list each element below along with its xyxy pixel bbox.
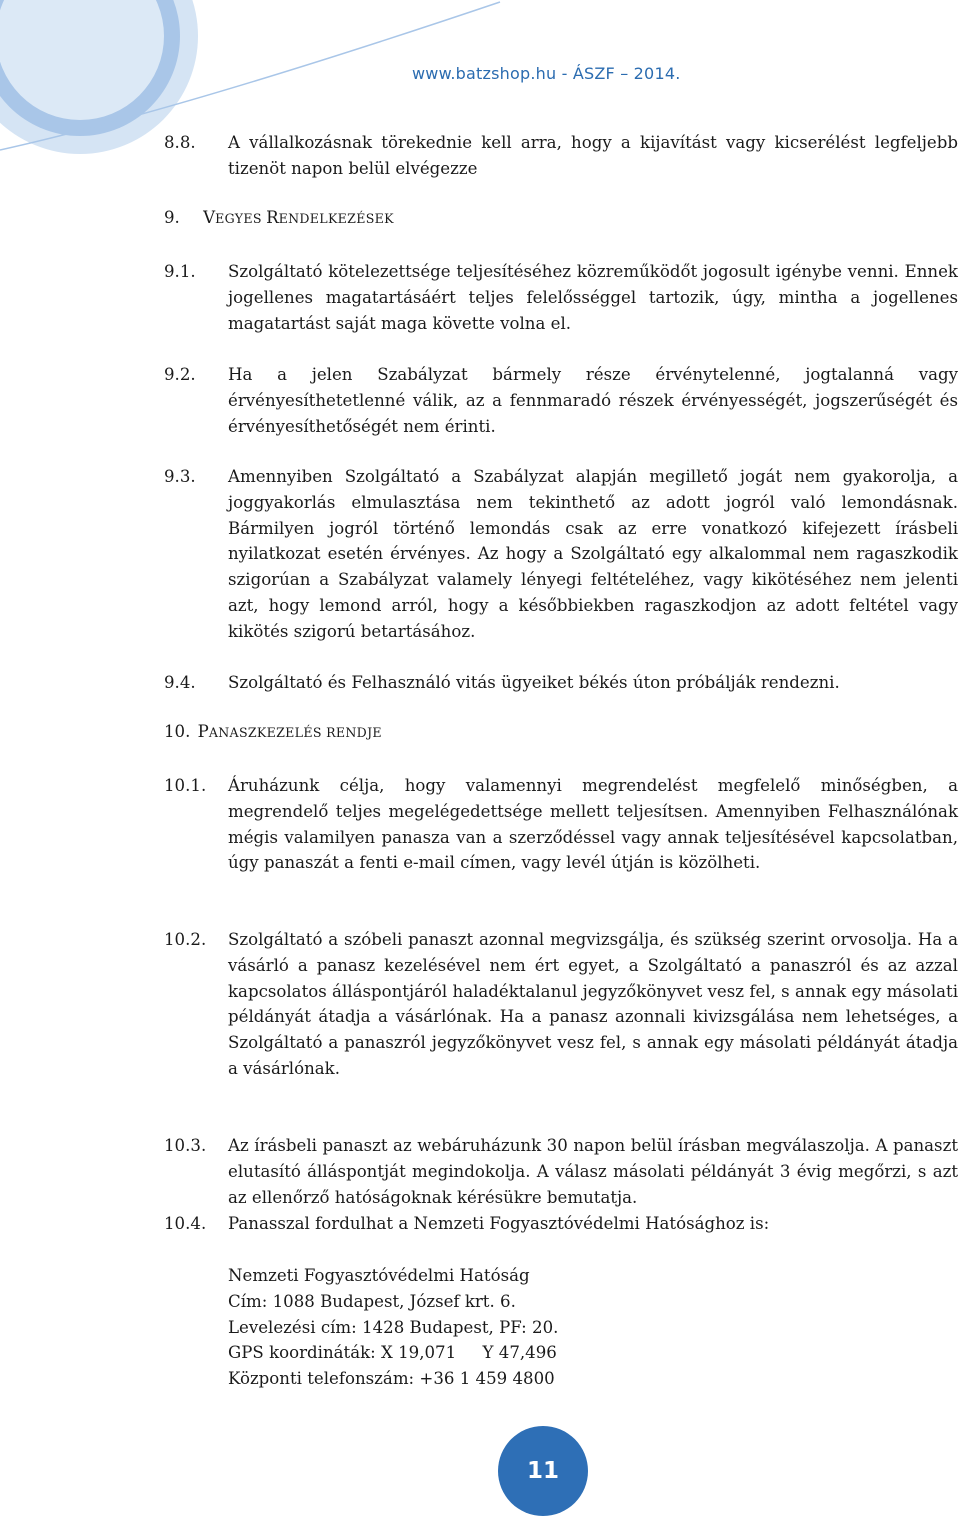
section-number: 10.1. [164, 776, 207, 795]
contact-line: Levelezési cím: 1428 Budapest, PF: 20. [228, 1317, 559, 1337]
heading-smallcaps: ANASZKEZELÉS [208, 725, 327, 740]
header-link[interactable]: www.batzshop.hu - ÁSZF – 2014. [412, 64, 681, 83]
heading-cap: P [197, 722, 209, 741]
page-number-badge [498, 1426, 588, 1516]
heading-cap: R [266, 208, 279, 227]
contact-line: Cím: 1088 Budapest, József krt. 6. [228, 1291, 516, 1311]
heading-10 [164, 722, 382, 741]
heading-number: 10. [164, 722, 191, 741]
section-number: 10.4. [164, 1214, 207, 1233]
section-text: Szolgáltató kötelezettsége teljesítéséhez közreműködőt jogosult igénybe venni. Ennek jogellenes magatartásáért teljes felelősséggel tartozik, úgy, mintha a jogellenes magatartást saját maga követte volna el. [228, 262, 958, 333]
section-text: Amennyiben Szolgáltató a Szabályzat alapján megillető jogát nem gyakorolja, a joggyakorlás elmulasztása nem tekinthető az adott jogról való lemondásnak. Bármilyen jogról történő lemondás csak az erre vonatkozó kifejezett írásbeli nyilatkozat esetén érvényes. Az hogy a Szolgáltató egy alkalommal nem ragaszkodik szigorúan a Szabályzat valamely lényegi feltételéhez, vagy kikötéséhez nem jelenti azt, hogy lemond arról, hogy a későbbiekben ragaszkodjon az adott feltétel vagy kikötés szigorú betartásához. [228, 467, 958, 641]
contact-block [228, 1263, 558, 1392]
section-number: 10.2. [164, 930, 207, 949]
contact-line: GPS koordináták: X 19,071 Y 47,496 [228, 1343, 557, 1363]
heading-number: 9. [164, 208, 180, 227]
section-number: 9.4. [164, 673, 196, 692]
page-number: 11 [526, 1458, 559, 1484]
section-text: Szolgáltató és Felhasználó vitás ügyeiket békés úton próbálják rendezni. [228, 673, 840, 692]
contact-line: Központi telefonszám: +36 1 459 4800 [228, 1369, 555, 1389]
heading-smallcaps: EGYES [215, 211, 267, 226]
heading-cap: V [203, 208, 216, 227]
contact-line: Nemzeti Fogyasztóvédelmi Hatóság [228, 1266, 530, 1285]
section-text: Szolgáltató a szóbeli panaszt azonnal megvizsgálja, és szükség szerint orvosolja. Ha a vásárló a panasz kezelésével nem ért egyet, a Szolgáltató a panaszról és az azzal kapcsolatos álláspontjáról haladéktalanul jegyzőkönyvet vesz fel, s annak egy másolati példányát átadja a vásárlónak. Ha a panasz azonnali kivizsgálása nem lehetséges, a Szolgáltató a panaszról jegyzőkönyvet vesz fel, s annak egy másolati példányát átadja a vásárlónak. [228, 930, 958, 1078]
section-number: 8.8. [164, 133, 196, 152]
heading-smallcaps: ENDELKEZÉSEK [278, 211, 394, 226]
section-text: Az írásbeli panaszt az webáruházunk 30 napon belül írásban megválaszolja. A panaszt elutasító álláspontját megindokolja. A válasz másolati példányát 3 évig megőrzi, s azt az ellenőrző hatóságoknak kérésükre bemutatja. [228, 1136, 958, 1207]
section-number: 9.3. [164, 467, 196, 486]
section-number: 10.3. [164, 1136, 207, 1155]
section-number: 9.1. [164, 262, 196, 281]
section-number: 9.2. [164, 365, 196, 384]
heading-9 [164, 208, 394, 227]
section-text: Panasszal fordulhat a Nemzeti Fogyasztóvédelmi Hatósághoz is: [228, 1214, 770, 1233]
section-text: A vállalkozásnak törekednie kell arra, hogy a kijavítást vagy kicserélést legfeljebb tizenöt napon belül elvégezze [228, 133, 958, 178]
section-text: Áruházunk célja, hogy valamennyi megrendelést megfelelő minőségben, a megrendelő teljes megelégedettsége mellett teljesítsen. Amennyiben Felhasználónak mégis valamilyen panasza van a szerződéssel vagy annak teljesítésével kapcsolatban, úgy panaszát a fenti e-mail címen, vagy levél útján is közölheti. [228, 776, 958, 873]
section-text: Ha a jelen Szabályzat bármely része érvénytelenné, jogtalanná vagy érvényesíthetetlenné válik, az a fennmaradó részek érvényességét, jogszerűségét és érvényesíthetőségét nem érinti. [228, 365, 958, 436]
heading-smallcaps: RENDJE [326, 725, 382, 740]
